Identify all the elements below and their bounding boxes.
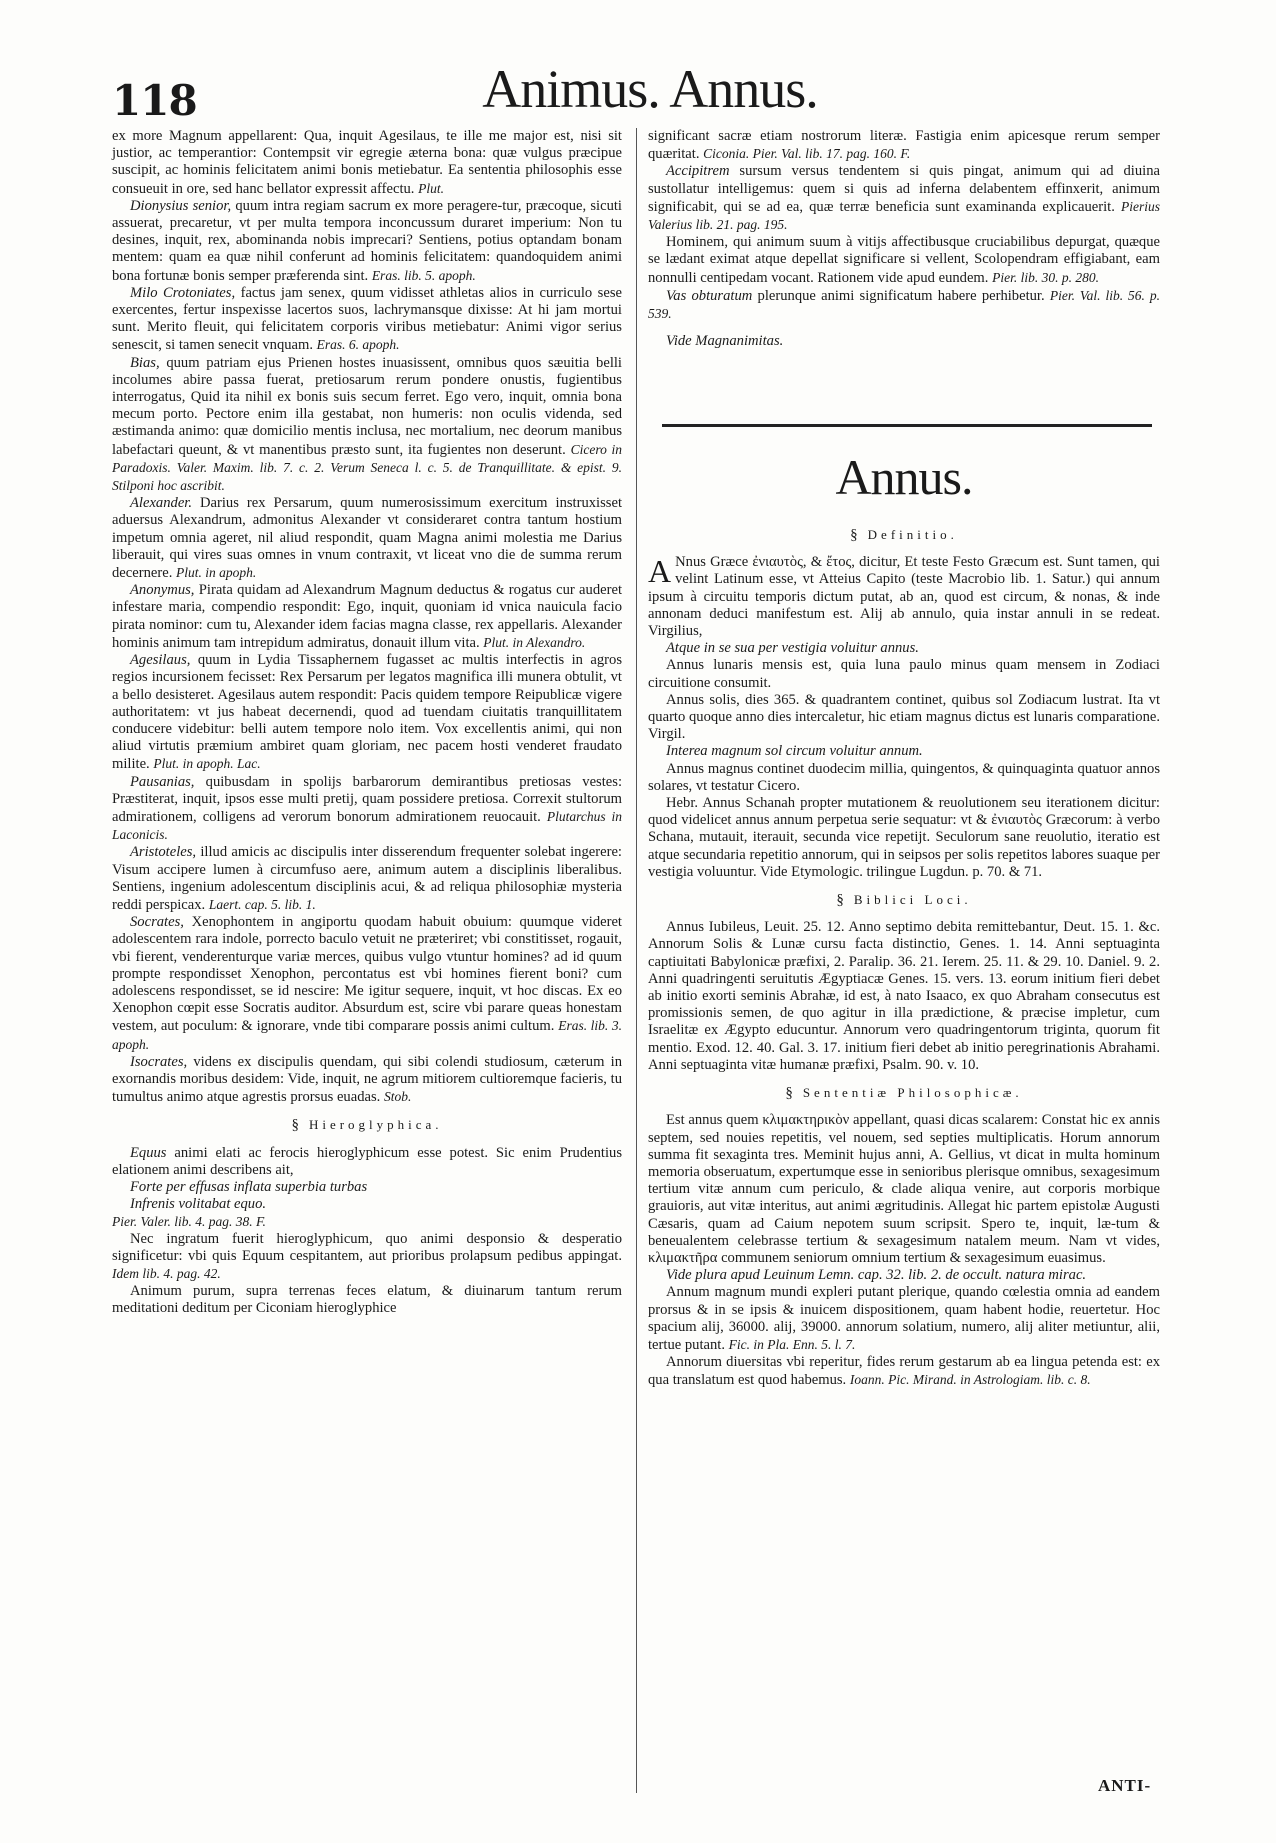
section-mark-icon: §	[850, 527, 858, 543]
page-number: 118	[112, 76, 197, 125]
column-divider	[636, 128, 637, 1793]
paragraph-accipiter	[648, 163, 1160, 234]
person-name: Pausanias,	[130, 773, 195, 790]
paragraph-text: Hominem, qui animum suum à vitijs affectibusque cruciabilibus depurgat, quæque se lædant eximat atque depellat significare si vellent, Scolopendram effigiabant, eam nonnulli centipedam vocant. Rationem vide apud eundem.	[648, 234, 1160, 286]
paragraph-magnus: Annus magnus continet duodecim millia, quingentos, & quinquaginta quatuor annos solares, vt testatur Cicero.	[648, 760, 1160, 794]
paragraph-text: animi elati ac ferocis hieroglyphicum esse potest. Sic enim Prudentius elationem animi describens ait,	[112, 1144, 622, 1178]
paragraph-solis: Annus solis, dies 365. & quadrantem continet, quibus sol Zodiacum lustrat. Ita vt quarto quoque anno dies intercaletur, hic etiam magnus dictus est lunaris comparatione. Virgil.	[648, 691, 1160, 743]
paragraph-text: Darius rex Persarum, quum numerosissimum exercitum instruxisset aduersus Alexandrum, admonitus Alexander vt consideraret contra tantum hostium impetum omnia ageret, nil aliud respondit, quam Magna animi molestia me Darius liberauit, qui vires suas omnes in vnum contraxit, vt liceat vno die de summa rerum decernere.	[112, 495, 622, 582]
paragraph-anonymus	[112, 582, 622, 652]
keyword: Accipitrem	[666, 163, 730, 180]
paragraph-lunaris: Annus lunaris mensis est, quia luna paulo minus quam mensem in Zodiaci circuitione consumit.	[648, 657, 1160, 691]
paragraph-text: videns ex discipulis quendam, qui sibi colendi studiosum, cæterum in exornandis moribus desidem: Vide, inquit, ne agrum mitiorem cultioremque facieris, tu tumultus animo atque agrestis prorsus euadas.	[112, 1053, 622, 1106]
cross-reference: Vide plura apud Leuinum Lemn. cap. 32. lib. 2. de occult. natura mirac.	[666, 1267, 1087, 1284]
person-name: Milo Crotoniates,	[130, 284, 236, 301]
section-mark-icon: §	[836, 892, 844, 909]
paragraph-aristoteles	[112, 844, 622, 914]
citation: Eras. 6. apoph.	[316, 337, 400, 353]
paragraph-text: factus jam senex, quum vidisset athletas alios in curriculo sese exercentes, fertur inspexisse lacertos suos, lachrymansque dixisse: At hi jam mortui sunt. Merito fleuit, qui felicitatem corporis viribus metiebatur: Animi vigor serius senescit, si tamen senecit vnquam.	[112, 284, 622, 354]
paragraph-text: quum intra regiam sacrum ex more peragere-tur, præcoque, sicuti assuerat, precaretur, vt per multa tempora inconcussum duraret imperium: Non tu desines, inquit, rex, abominanda nobis imprecari? Sentiens, potius optandam bonam mentem: quam ea quæ nihil conferunt ad hominis felicitatem: quandoquidem animi bona fortunæ bonis semper præferenda sint.	[112, 197, 622, 284]
section-mark-icon: §	[291, 1117, 299, 1134]
citation: Laert. cap. 5. lib. 1.	[208, 896, 316, 912]
paragraph-text: Xenophontem in angiportu quodam habuit obuium: quumque videret adolescentem rara indole, porrecto baculo vetuit ne præteriret; vbi constitisset, rogauit, vbi fierent, venderenturque variæ merces, quibus vulgo vtuntur homines? ad id quum prompte respondisset Xenophon, percontatus est vbi homines fierent boni? cum adolescens respondisset, se id nescire: Me igitur sequere, inquit, vt hoc discas. Ex eo Xenophon cœpit esse Socratis auditor. Absurdum est, scire vbi parare queas honestam vestem, aut poculum: & ignorare, vnde tibi comparare possis animi cultum.	[112, 914, 622, 1035]
entry-title-annus: Annus.	[835, 449, 973, 505]
section-rule	[662, 424, 1152, 427]
keyword: Vas obturatum	[666, 287, 753, 304]
paragraph-text: quum patriam ejus Prienen hostes inuasissent, omnibus quos sæuitia belli incolumes abire passa fuerat, pretiosarum rerum pondere onustis, fugientibus interrogatus, Quid ita nihil ex bonis suis secum ferret. Ego vero, inquit, omnia bona mecum porto. Pectore enim illa gestabat, non humeris: non oculis videnda, sed æstimanda animo: quæ domicilio mentis inclusa, nec mortalium, nec deorum manibus labefactari queunt, & vt manentibus præsto sunt, ita fugientes non deserunt.	[112, 354, 622, 458]
verse-line: Atque in se sua per vestigia voluitur annus.	[666, 640, 919, 657]
person-name: Isocrates,	[130, 1053, 188, 1070]
catchword: ANTI-	[1098, 1776, 1152, 1795]
person-name: Anonymus,	[130, 582, 195, 599]
paragraph-text: significant sacræ etiam nostrorum literæ. Fastigia enim apicesque rerum semper quæritat.	[648, 128, 1160, 163]
paragraph-text: sursum versus tendentem si quis pingat, animum qui ad diuina sustollatur intelligemus: quem si quis ad inferna delabentem effinxerit, animum significabit, qui se ad ea, quæ terræ beneficia sunt examinanda explicauerit.	[648, 163, 1160, 215]
paragraph-bias	[112, 355, 622, 496]
citation: Plut. in Alexandro.	[483, 634, 586, 650]
paragraph-pausanias	[112, 774, 622, 845]
citation: Pier. Val. lib. 56. p. 539.	[648, 287, 1160, 322]
paragraph-text: illud amicis ac discipulis inter disserendum frequenter solebat ingerere: Visum accipere lumen à circumfuso aere, animum autem a disciplinis liberalibus. Sentiens, ingenium adolescentum disciplinis acui, & ad reliqua philosophiæ mysteria reddi perspicax.	[112, 844, 622, 913]
running-head: Animus. Annus.	[482, 59, 818, 119]
paragraph-text: quum in Lydia Tissaphernem fugasset ac multis interfectis in agros regios incursionem fecisset: Rex Persarum per legatos magnifica illi munera obtulit, vt a bello desisteret. Agesilaus autem respondit: Pacis quidem tempore Reipublicæ vigere authoritatem: vt jus habeat decernendi, quod ad tuendam ciuitatis tranquillitatem conducere videbitur: belli autem tempore nolo item. Vox excellentis animi, qui non aliud virtutis præmium ambiret quam gloriam, nec pacem hosti venderet fraudato milite.	[112, 652, 623, 773]
citation: Plut. in apoph. Lac.	[153, 756, 261, 772]
paragraph-animum-purum: Animum purum, supra terrenas feces elatum, & diuinarum tantum rerum meditationi deditum per Ciconiam hieroglyphice	[112, 1283, 622, 1317]
paragraph-text: Nnus Græce ἐνιαυτὸς, & ἔτος, dicitur, Et teste Festo Græcum est. Sunt tamen, qui velint Latinum esse, vt Atteius Capito (teste Macrobio lib. 1. Satur.) qui annum ipsum à circuitu temporis dictum putat, ab an, quod est circum, & nonas, & inde annonam deduci manifestum est. Alij ab annulo, quia instar annuli in se redeat. Virgilius,	[648, 554, 1160, 640]
right-column-annus	[648, 516, 1160, 1390]
paragraph-alexander	[112, 495, 622, 582]
section-heading-text: Hieroglyphica.	[308, 1117, 443, 1133]
paragraph-text: ex more Magnum appellarent: Qua, inquit Agesilaus, te ille me major est, nisi sit justior, ac temperantior: Contempsit vir egregie æterna bona: quæ vulgus præcipue suscipit, ac hominis felicitatem animi bonis metiebatur. Ea sententia philosophis esse consueuit in ore, sed hanc bellator expressit affectu.	[112, 128, 622, 197]
citation: Pier. lib. 30. p. 280.	[992, 269, 1099, 285]
citation: Eras. lib. 3. apoph.	[112, 1018, 622, 1052]
person-name: Socrates,	[130, 914, 184, 931]
section-heading-biblici	[648, 891, 1160, 909]
paragraph-isocrates	[112, 1054, 622, 1107]
section-mark-icon: §	[785, 1085, 793, 1102]
person-name: Alexander.	[130, 495, 193, 512]
keyword: Equus	[130, 1144, 167, 1161]
person-name: Agesilaus,	[130, 652, 191, 669]
paragraph-agesilaus	[112, 652, 622, 773]
verse-line: Infrenis volitabat equo.	[130, 1196, 267, 1213]
citation: Cicero in Paradoxis. Valer. Maxim. lib. 7. c. 2. Verum Seneca l. c. 5. de Tranquillitate. & epist. 9. Stilponi hoc ascribit.	[112, 441, 622, 494]
paragraph-text: Annum magnum mundi expleri putant plerique, quando cœlestia omnia ad eandem prorsus & in se ipsis & inuicem dispositionem, quam habent hodie, reuertetur. Hoc spacium alij, 36000. alij, 39000. annorum solatium, numero, alij aliter metiuntur, alii, tertue putant.	[648, 1284, 1160, 1353]
citation: Plut. in apoph.	[176, 565, 257, 581]
right-column	[648, 128, 1160, 350]
citation: Stob.	[383, 1089, 412, 1105]
section-heading-text: Sententiæ Philosophicæ.	[802, 1085, 1023, 1101]
paragraph-text: Pirata quidam ad Alexandrum Magnum deductus & rogatus cur auderet infestare maria, compendio respondit: Ego, inquit, quoniam id vnica nauicula facio pirata nominor: cum tu, Alexander idem facias magna classe, rex appellaris. Alexander hominis animum tam intrepidum admiratus, donauit illum vita.	[112, 582, 622, 651]
citation: Eras. lib. 5. apoph.	[371, 267, 476, 283]
paragraph-annus-magnus-mundi	[648, 1284, 1160, 1354]
person-name: Aristoteles,	[130, 844, 197, 861]
paragraph-text: quibusdam in spolijs barbarorum demirantibus pretiosas vestes: Præstiterat, inquit, ipsos esse multi pretij, quam possidere pretiosa. Correxit stultorum admirationem, colligens ad verorum bonorum admirationem reuocauit.	[112, 773, 622, 825]
citation: Idem lib. 4. pag. 42.	[112, 1266, 221, 1281]
paragraph-annorum-diuersitas	[648, 1354, 1160, 1389]
citation: Pierius Valerius lib. 21. pag. 195.	[648, 198, 1160, 233]
citation: Plutarchus in Laconicis.	[112, 808, 622, 843]
paragraph-text: Nec ingratum fuerit hieroglyphicum, quo animi desponsio & desperatio significetur: vbi quis Equum cespitantem, aut prioribus prolapsum pedibus appingat.	[112, 1230, 622, 1264]
verse-line: Interea magnum sol circum voluitur annum.	[666, 743, 923, 760]
citation: Pier. Valer. lib. 4. pag. 38. F.	[112, 1214, 266, 1230]
paragraph-text: Annorum diuersitas vbi reperitur, fides rerum gestarum ab ea lingua petenda est: ex qua translatum est quod habemus.	[648, 1354, 1160, 1389]
section-heading-text: Definitio.	[867, 527, 958, 542]
paragraph-biblici: Annus Iubileus, Leuit. 25. 12. Anno septimo debita remittebantur, Deut. 15. 1. &c. Annorum Solis & Lunæ cursu facta distinctio, Genes. 1. 14. Anni septuaginta captiuitati Babylonicæ præfixi, 2. Paralip. 36. 21. Ierem. 25. 11. & 29. 10. Daniel. 9. 2. Anni quadringenti seruitutis Ægyptiacæ Genes. 15. vers. 13. eorum initium fieri debet ab initio exorti seminis Abrahæ, id est, à nato Isaaco, ex quo Abraham consecutus est promissionis semen, de quo agitur in illa prædictione, & præcise impletur, cum Israelitæ ex Ægypto educuntur. Annorum vero quadringentorum triginta, quorum fit mentio. Exod. 12. 40. Gal. 3. 17. initium fieri debet ab initio peregrinationis Abrahami. Anni septuaginta vitæ humanæ præfixi, Psalm. 90. v. 10.	[648, 919, 1160, 1073]
left-column	[112, 128, 622, 1318]
citation: Plut.	[418, 180, 444, 196]
paragraph-scolopendra	[648, 234, 1160, 287]
citation: Ciconia. Pier. Val. lib. 17. pag. 160. F.	[703, 146, 911, 162]
section-heading-sententiae	[648, 1084, 1160, 1102]
paragraph-agesilaus-continued	[112, 128, 622, 198]
citation: Ioann. Pic. Mirand. in Astrologiam. lib. c. 8.	[849, 1372, 1091, 1388]
drop-cap: A	[648, 553, 672, 590]
paragraph-socrates	[112, 914, 622, 1054]
section-heading-text: Biblici Loci.	[853, 892, 972, 908]
section-heading-definitio	[648, 526, 1160, 544]
paragraph-ciconia	[648, 128, 1160, 163]
paragraph-hebr: Hebr. Annus Schanah propter mutationem & reuolutionem seu iterationem dicitur: quod videlicet annus annum perpetua serie sequatur: vt & ἐνιαυτὸς Græcorum: à verbo Schana, mutauit, iterauit, secunda vice repetijt. Seculorum sane reuolutio, iteratio est atque secundaria repetitio annorum, qui in seipsos per solis repetitos labores suaque per vestigia voluuntur. Vide Etymologic. trilingue Lugdun. p. 70. & 71.	[648, 795, 1160, 880]
section-heading-hieroglyphica	[112, 1116, 622, 1134]
person-name: Bias,	[130, 354, 160, 371]
paragraph-definitio	[648, 554, 1160, 640]
paragraph-equus-cespitans	[112, 1231, 622, 1284]
verse-line: Forte per effusas inflata superbia turbas	[130, 1178, 368, 1195]
citation: Fic. in Pla. Enn. 5. l. 7.	[728, 1336, 856, 1352]
person-name: Dionysius senior,	[130, 197, 232, 214]
cross-reference: Vide Magnanimitas.	[666, 333, 784, 350]
paragraph-milo	[112, 285, 622, 355]
paragraph-equus	[112, 1145, 622, 1179]
paragraph-dionysius	[112, 198, 622, 285]
paragraph-text: plerunque animi significatum habere perhibetur.	[757, 287, 1045, 304]
paragraph-vas-obturatum	[648, 287, 1160, 323]
paragraph-climactericus: Est annus quem κλιμακτηρικὸν appellant, quasi dicas scalarem: Constat hic ex annis septem, sed nouies repetitis, vel nouem, sed septies multiplicatis. Horum annorum summa fit sexaginta tres. Meminit hujus anni, A. Gellius, vt dicat in multa hominum memoria obseruatum, expertumque esse in senioribus plerisque omnibus, sexagesimum tertium vitæ annum cum periculo, & clade aliqua venire, aut corporis morbique grauioris, aut vitæ interitus, aut animi ægritudinis. Allegat hic partem epistolæ Augusti Cæsaris, quam ad Caium nepotem suum scripsit. Spero te, inquit, læ-tum & beneualentem celebrasse tertium & sexagesimum natalem meum. Nam vt vides, κλιμακτῆρα communem seniorum omnium tertium & sexagesimum euasimus.	[648, 1112, 1160, 1266]
